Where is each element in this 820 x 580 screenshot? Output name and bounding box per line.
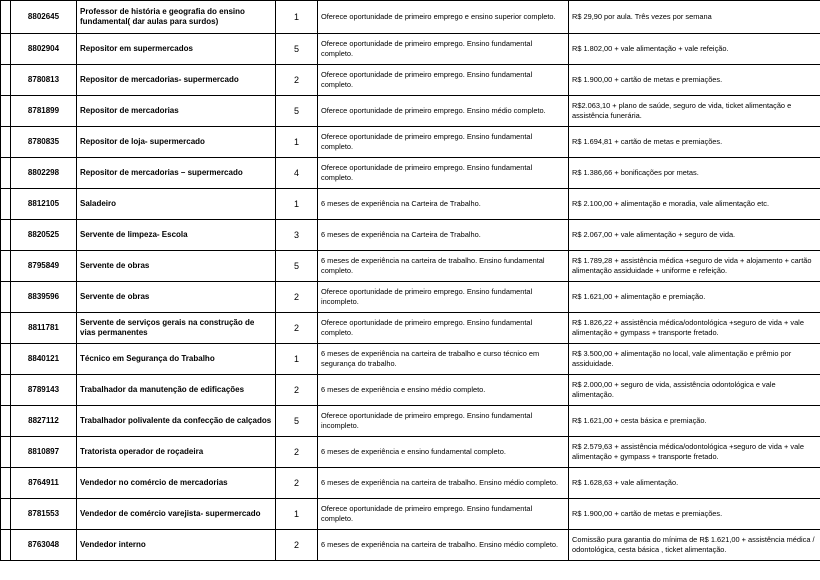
job-title-cell: Técnico em Segurança do Trabalho	[77, 344, 276, 375]
requirements-cell: Oferece oportunidade de primeiro emprego. Ensino fundamental completo.	[318, 127, 569, 158]
salary-benefits-cell: R$ 1.621,00 + cesta básica e premiação.	[569, 406, 820, 437]
requirements-cell: Oferece oportunidade de primeiro emprego. Ensino fundamental incompleto.	[318, 406, 569, 437]
requirements-cell: Oferece oportunidade de primeiro emprego. Ensino fundamental completo.	[318, 34, 569, 65]
table-row	[1, 158, 820, 189]
job-code-cell: 8781899	[11, 96, 77, 127]
row-margin-cell	[1, 437, 11, 468]
row-margin-cell	[1, 220, 11, 251]
requirements-cell: Oferece oportunidade de primeiro emprego. Ensino fundamental completo.	[318, 65, 569, 96]
vacancies-cell: 3	[276, 220, 318, 251]
job-title-cell: Saladeiro	[77, 189, 276, 220]
table-row	[1, 406, 820, 437]
row-margin-cell	[1, 530, 11, 561]
vacancies-cell: 5	[276, 251, 318, 282]
table-row	[1, 65, 820, 96]
requirements-cell: Oferece oportunidade de primeiro emprego. Ensino fundamental completo.	[318, 158, 569, 189]
table-row	[1, 189, 820, 220]
salary-benefits-cell: R$ 1.694,81 + cartão de metas e premiações.	[569, 127, 820, 158]
table-row	[1, 220, 820, 251]
vacancies-cell: 2	[276, 65, 318, 96]
row-margin-cell	[1, 189, 11, 220]
requirements-cell: 6 meses de experiência na carteira de trabalho. Ensino fundamental completo.	[318, 251, 569, 282]
job-listings-body	[1, 1, 820, 561]
vacancies-cell: 5	[276, 406, 318, 437]
job-code-cell: 8839596	[11, 282, 77, 313]
requirements-cell: 6 meses de experiência na Carteira de Trabalho.	[318, 189, 569, 220]
salary-benefits-cell: R$ 1.826,22 + assistência médica/odontológica +seguro de vida + vale alimentação + gympass + transporte fretado.	[569, 313, 820, 344]
job-title-cell: Repositor de mercadorias – supermercado	[77, 158, 276, 189]
job-code-cell: 8812105	[11, 189, 77, 220]
job-code-cell: 8840121	[11, 344, 77, 375]
row-margin-cell	[1, 34, 11, 65]
table-row	[1, 282, 820, 313]
table-row	[1, 344, 820, 375]
requirements-cell: Oferece oportunidade de primeiro emprego e ensino superior completo.	[318, 1, 569, 34]
requirements-cell: 6 meses de experiência e ensino fundamental completo.	[318, 437, 569, 468]
job-code-cell: 8795849	[11, 251, 77, 282]
table-row	[1, 34, 820, 65]
requirements-cell: Oferece oportunidade de primeiro emprego. Ensino médio completo.	[318, 96, 569, 127]
job-code-cell: 8780835	[11, 127, 77, 158]
job-code-cell: 8802645	[11, 1, 77, 34]
salary-benefits-cell: R$ 1.386,66 + bonificações por metas.	[569, 158, 820, 189]
salary-benefits-cell: R$ 2.100,00 + alimentação e moradia, vale alimentação etc.	[569, 189, 820, 220]
job-code-cell: 8802298	[11, 158, 77, 189]
row-margin-cell	[1, 127, 11, 158]
vacancies-cell: 2	[276, 437, 318, 468]
job-title-cell: Repositor em supermercados	[77, 34, 276, 65]
job-title-cell: Trabalhador da manutenção de edificações	[77, 375, 276, 406]
salary-benefits-cell: R$ 1.900,00 + cartão de metas e premiações.	[569, 499, 820, 530]
vacancies-cell: 1	[276, 344, 318, 375]
requirements-cell: 6 meses de experiência na carteira de trabalho. Ensino médio completo.	[318, 530, 569, 561]
job-title-cell: Repositor de mercadorias- supermercado	[77, 65, 276, 96]
row-margin-cell	[1, 344, 11, 375]
job-title-cell: Vendedor interno	[77, 530, 276, 561]
row-margin-cell	[1, 375, 11, 406]
salary-benefits-cell: R$ 1.621,00 + alimentação e premiação.	[569, 282, 820, 313]
table-row	[1, 530, 820, 561]
vacancies-cell: 5	[276, 96, 318, 127]
salary-benefits-cell: R$ 2.067,00 + vale alimentação + seguro de vida.	[569, 220, 820, 251]
job-code-cell: 8780813	[11, 65, 77, 96]
row-margin-cell	[1, 158, 11, 189]
table-row	[1, 96, 820, 127]
vacancies-cell: 1	[276, 499, 318, 530]
job-title-cell: Servente de obras	[77, 251, 276, 282]
row-margin-cell	[1, 251, 11, 282]
job-code-cell: 8763048	[11, 530, 77, 561]
row-margin-cell	[1, 96, 11, 127]
job-title-cell: Tratorista operador de roçadeira	[77, 437, 276, 468]
table-row	[1, 127, 820, 158]
row-margin-cell	[1, 468, 11, 499]
requirements-cell: 6 meses de experiência na carteira de trabalho. Ensino médio completo.	[318, 468, 569, 499]
table-row	[1, 1, 820, 34]
salary-benefits-cell: R$ 29,90 por aula. Três vezes por semana	[569, 1, 820, 34]
row-margin-cell	[1, 1, 11, 34]
vacancies-cell: 1	[276, 127, 318, 158]
vacancies-cell: 2	[276, 282, 318, 313]
job-code-cell: 8811781	[11, 313, 77, 344]
job-title-cell: Trabalhador polivalente da confecção de calçados	[77, 406, 276, 437]
requirements-cell: 6 meses de experiência na Carteira de Trabalho.	[318, 220, 569, 251]
job-code-cell: 8764911	[11, 468, 77, 499]
job-title-cell: Vendedor no comércio de mercadorias	[77, 468, 276, 499]
vacancies-cell: 2	[276, 530, 318, 561]
table-row	[1, 468, 820, 499]
job-code-cell: 8820525	[11, 220, 77, 251]
row-margin-cell	[1, 65, 11, 96]
requirements-cell: 6 meses de experiência na carteira de trabalho e curso técnico em segurança do trabalho.	[318, 344, 569, 375]
job-title-cell: Professor de história e geografia do ensino fundamental( dar aulas para surdos)	[77, 1, 276, 34]
job-title-cell: Servente de serviços gerais na construção de vias permanentes	[77, 313, 276, 344]
job-code-cell: 8802904	[11, 34, 77, 65]
row-margin-cell	[1, 406, 11, 437]
salary-benefits-cell: R$ 1.900,00 + cartão de metas e premiações.	[569, 65, 820, 96]
salary-benefits-cell: R$ 1.789,28 + assistência médica +seguro de vida + alojamento + cartão alimentação assiduidade + uniforme e refeição.	[569, 251, 820, 282]
job-code-cell: 8781553	[11, 499, 77, 530]
requirements-cell: Oferece oportunidade de primeiro emprego. Ensino fundamental incompleto.	[318, 282, 569, 313]
job-title-cell: Servente de obras	[77, 282, 276, 313]
row-margin-cell	[1, 499, 11, 530]
vacancies-cell: 2	[276, 313, 318, 344]
salary-benefits-cell: R$ 2.000,00 + seguro de vida, assistência odontológica e vale alimentação.	[569, 375, 820, 406]
table-row	[1, 375, 820, 406]
vacancies-cell: 2	[276, 468, 318, 499]
requirements-cell: 6 meses de experiência e ensino médio completo.	[318, 375, 569, 406]
requirements-cell: Oferece oportunidade de primeiro emprego. Ensino fundamental completo.	[318, 499, 569, 530]
row-margin-cell	[1, 282, 11, 313]
job-code-cell: 8789143	[11, 375, 77, 406]
job-title-cell: Servente de limpeza- Escola	[77, 220, 276, 251]
salary-benefits-cell: R$2.063,10 + plano de saúde, seguro de vida, ticket alimentação e assistência funerária.	[569, 96, 820, 127]
salary-benefits-cell: Comissão pura garantia do mínima de R$ 1.621,00 + assistência médica / odontológica, cesta básica , ticket alimentação.	[569, 530, 820, 561]
job-title-cell: Repositor de mercadorias	[77, 96, 276, 127]
job-title-cell: Vendedor de comércio varejista- supermercado	[77, 499, 276, 530]
salary-benefits-cell: R$ 2.579,63 + assistência médica/odontológica +seguro de vida + vale alimentação + gympass + transporte fretado.	[569, 437, 820, 468]
table-row	[1, 251, 820, 282]
vacancies-cell: 1	[276, 189, 318, 220]
salary-benefits-cell: R$ 1.802,00 + vale alimentação + vale refeição.	[569, 34, 820, 65]
job-code-cell: 8827112	[11, 406, 77, 437]
job-title-cell: Repositor de loja- supermercado	[77, 127, 276, 158]
job-code-cell: 8810897	[11, 437, 77, 468]
table-row	[1, 499, 820, 530]
salary-benefits-cell: R$ 1.628,63 + vale alimentação.	[569, 468, 820, 499]
vacancies-cell: 4	[276, 158, 318, 189]
vacancies-cell: 2	[276, 375, 318, 406]
salary-benefits-cell: R$ 3.500,00 + alimentação no local, vale alimentação e prêmio por assiduidade.	[569, 344, 820, 375]
vacancies-cell: 1	[276, 1, 318, 34]
table-row	[1, 437, 820, 468]
requirements-cell: Oferece oportunidade de primeiro emprego. Ensino fundamental completo.	[318, 313, 569, 344]
row-margin-cell	[1, 313, 11, 344]
vacancies-cell: 5	[276, 34, 318, 65]
table-row	[1, 313, 820, 344]
